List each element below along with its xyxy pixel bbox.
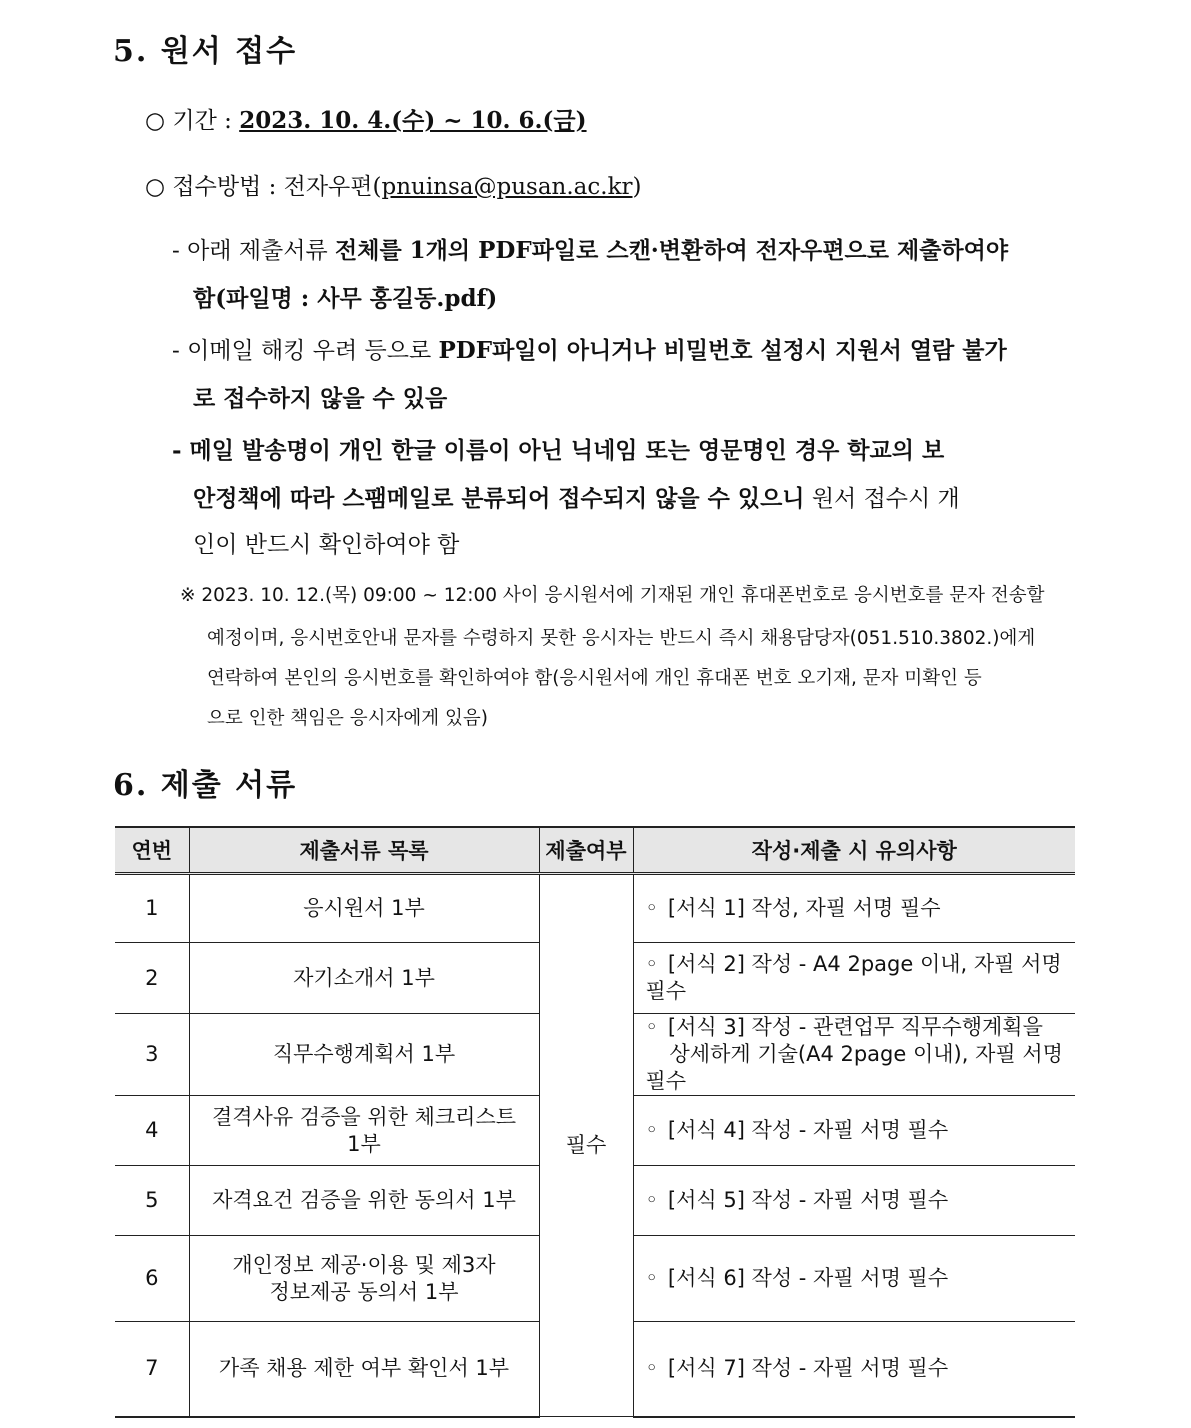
bullet-icon: ◦ [645, 1118, 658, 1142]
row-no: 1 [115, 874, 189, 943]
section-6-heading: 6. 제출 서류 [113, 768, 298, 803]
item2-bold-text: PDF파일이 아니거나 비밀번호 설정시 지원서 열람 불가 [438, 337, 1007, 364]
note-line2: 예정이며, 응시번호안내 문자를 수령하지 못한 응시자는 반드시 즉시 채용담당자(051.510.3802.)에게 [207, 628, 1036, 649]
row-note-text: [서식 1] 작성, 자필 서명 필수 [667, 896, 941, 920]
row-no: 5 [115, 1166, 189, 1236]
bullet-icon: ◦ [645, 1356, 658, 1381]
row-note [633, 1096, 1075, 1166]
email-link[interactable]: pnuinsa@pusan.ac.kr [381, 174, 633, 200]
method-close: ) [632, 174, 642, 200]
row-doc-text: 결격사유 검증을 위한 체크리스트 [211, 1104, 517, 1129]
row-note-text: [서식 7] 작성 - 자필 서명 필수 [667, 1356, 949, 1381]
row-doc [189, 1096, 539, 1166]
item2-line2: 로 접수하지 않을 수 있음 [193, 385, 448, 412]
table-header-row [115, 827, 1075, 874]
item3-text: 원서 접수시 개 [804, 486, 960, 512]
bullet-icon: ◦ [645, 1015, 658, 1039]
row-note-text: [서식 5] 작성 - 자필 서명 필수 [667, 1188, 949, 1212]
col-header-required: 제출여부 [539, 827, 633, 874]
item3-line1: - 메일 발송명이 개인 한글 이름이 아닌 닉네임 또는 영문명인 경우 학교의 보 [172, 437, 945, 464]
note-line4: 으로 인한 책임은 응시자에게 있음) [207, 708, 488, 729]
method-label: ○ 접수방법 : 전자우편( [145, 174, 382, 200]
bullet-icon: ◦ [645, 1266, 658, 1290]
row-note-text-2: 상세하게 기술(A4 2page 이내), 자필 서명 필수 [645, 1042, 1063, 1093]
bullet-icon: ◦ [645, 896, 658, 920]
row-note-text: [서식 4] 작성 - 자필 서명 필수 [667, 1118, 949, 1142]
item2-line1 [172, 332, 1007, 365]
method-line [145, 168, 642, 201]
documents-table [115, 826, 1075, 1418]
item1-bold-text: 전체를 1개의 PDF파일로 스캔·변환하여 전자우편으로 제출하여야 [335, 237, 1009, 264]
row-doc-text-2: 1부 [347, 1131, 381, 1156]
row-no: 7 [115, 1322, 189, 1417]
row-doc [189, 1236, 539, 1322]
required-cell: 필수 [539, 874, 633, 1417]
period-line [145, 102, 587, 135]
item1-text: - 아래 제출서류 [172, 238, 336, 264]
section-5-heading: 5. 원서 접수 [113, 34, 298, 69]
col-header-doc: 제출서류 목록 [189, 827, 539, 874]
row-note [633, 1014, 1075, 1096]
row-note [633, 943, 1075, 1014]
item3-bold-text: 안정책에 따라 스팸메일로 분류되어 접수되지 않을 수 있으니 [193, 485, 805, 512]
item1-line1 [172, 232, 1008, 265]
col-header-no: 연번 [115, 827, 189, 874]
bullet-icon: ◦ [645, 1188, 658, 1212]
row-no: 4 [115, 1096, 189, 1166]
row-note-text: [서식 3] 작성 - 관련업무 직무수행계획을 [667, 1015, 1043, 1039]
row-doc: 자기소개서 1부 [189, 943, 539, 1014]
row-doc: 가족 채용 제한 여부 확인서 1부 [189, 1322, 539, 1417]
row-no: 2 [115, 943, 189, 1014]
row-doc: 자격요건 검증을 위한 동의서 1부 [189, 1166, 539, 1236]
row-doc: 직무수행계획서 1부 [189, 1014, 539, 1096]
row-no: 6 [115, 1236, 189, 1322]
bullet-icon: ◦ [645, 952, 658, 976]
row-no: 3 [115, 1014, 189, 1096]
item1-line2: 함(파일명 : 사무 홍길동.pdf) [193, 285, 498, 312]
note-line1: ※ 2023. 10. 12.(목) 09:00 ~ 12:00 사이 응시원서에 기재된 개인 휴대폰번호로 응시번호를 문자 전송할 [180, 585, 1045, 606]
row-doc-text-2: 정보제공 동의서 1부 [269, 1279, 459, 1304]
col-header-note: 작성·제출 시 유의사항 [633, 827, 1075, 874]
row-note [633, 1236, 1075, 1322]
row-note-text: [서식 2] 작성 - A4 2page 이내, 자필 서명 필수 [645, 952, 1062, 1003]
row-note [633, 1322, 1075, 1417]
row-note [633, 1166, 1075, 1236]
row-note-text: [서식 6] 작성 - 자필 서명 필수 [667, 1266, 949, 1290]
table-row [115, 874, 1075, 943]
period-value: 2023. 10. 4.(수) ~ 10. 6.(금) [239, 107, 587, 134]
row-doc: 응시원서 1부 [189, 874, 539, 943]
row-doc-text: 개인정보 제공·이용 및 제3자 [232, 1252, 496, 1277]
period-label: ○ 기간 : [145, 108, 240, 134]
item3-line2 [193, 480, 960, 513]
item3-line3: 인이 반드시 확인하여야 함 [193, 532, 460, 558]
row-note [633, 874, 1075, 943]
note-line3: 연락하여 본인의 응시번호를 확인하여야 함(응시원서에 개인 휴대폰 번호 오기재, 문자 미확인 등 [207, 668, 982, 689]
item2-text: - 이메일 해킹 우려 등으로 [172, 338, 439, 364]
